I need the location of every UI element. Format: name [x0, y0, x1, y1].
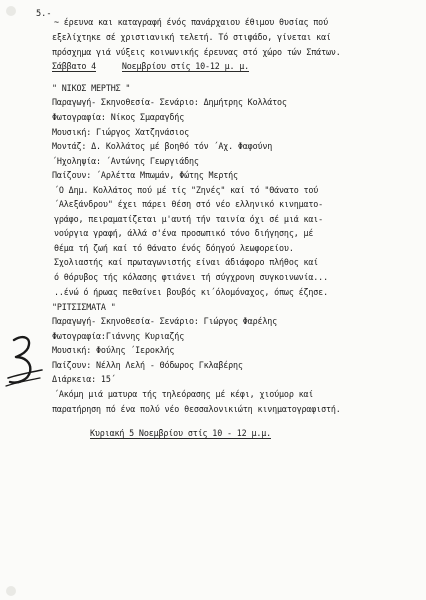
credit-line: Διάρκεια: 15΄ [52, 374, 116, 384]
screening-time: Νοεμβρίου στίς 10-12 μ. μ. [121, 61, 250, 71]
description-line: ό θόρυβος τής κόλασης φτιάνει τή σύγχρονη συγκοινωνία... [54, 272, 328, 282]
description-line: ..ένώ ό ήρωας πεθαίνει βουβός κι΄όλομόναχος, όπως έζησε. [54, 287, 328, 297]
credit-line: Παραγωγή- Σκηνοθεσία- Σενάριο: Δημήτρης Κολλάτος [52, 97, 287, 107]
description-line: ΄Αλεξάνδρου" έχει πάρει θέση στό νέο ελληνικό κινηματο- [54, 199, 324, 209]
description-line: ΄Ο Δημ. Κολλάτος πού μέ τίς "Ζηνές" καί τό "Θάνατο τού [54, 185, 319, 195]
credit-line: Μουσική: Φούλης ΄Ιεροκλής [52, 345, 175, 355]
credit-line: Παραγωγή- Σκηνοθεσία- Σενάριο: Γιώργος Φαρέλης [52, 316, 278, 326]
intro-line: πρόσχημα γιά νύξεις κοινωνικής έρευνας στό χώρο τών Σπάτων. [52, 47, 341, 57]
screening-day: Σάββατο 4 [52, 61, 97, 71]
credit-line: Παίζουν: ΄Αρλέττα Μπωμάν, Φώτης Μερτής [52, 170, 238, 180]
film-title: "ΡΙΤΣΙΣΜΑΤΑ " [52, 302, 116, 312]
film-title: " ΝΙΚΟΣ ΜΕΡΤΗΣ " [52, 83, 131, 93]
punch-hole-mark [6, 586, 16, 596]
punch-hole-mark [6, 6, 16, 16]
intro-line: εξελίχτηκε σέ χριστιανική τελετή. Τό στιφάδο, γίνεται καί [52, 32, 331, 42]
credit-line: Φωτογραφία: Νίκος Σμαραγδής [52, 112, 185, 122]
credit-line: Μουσική: Γιώργος Χατζηνάσιος [52, 127, 189, 137]
description-line: γράφο, πειραματίζεται μ'αυτή τήν ταινία όχι σέ μιά και- [54, 214, 324, 224]
screening-time: Κυριακή 5 Νοεμβρίου στίς 10 - 12 μ.μ. [90, 428, 272, 438]
credit-line: Μοντάζ: Δ. Κολλάτος μέ βοηθό τόν ΄Αχ. Φαφούνη [52, 141, 273, 151]
credit-line: Φωτογραφία:Γιάννης Κυριαζής [52, 331, 185, 341]
description-line: νούργια γραφή, άλλά σ'ένα προσωπικό τόνο διήγησης, μέ [54, 228, 314, 238]
page-number: 5.- [36, 9, 52, 19]
credit-line: Παίζουν: Νέλλη Λελή - Θόδωρος Γκλαβέρης [52, 360, 243, 370]
description-line: ΄Ακόμη μιά ματυρα τής τηλεόρασης μέ κέφι, χιούμορ καί [54, 389, 314, 399]
description-line: Σχολιαστής καί πρωταγωνιστής είναι άδιάφορο πλήθος καί [54, 257, 319, 267]
description-line: θέμα τή ζωή καί τό θάνατο ένός δόηγού λεωφορείου. [54, 243, 294, 253]
handwritten-number-mark [2, 332, 46, 392]
screening-date-saturday [52, 61, 249, 71]
screening-date-sunday [90, 428, 271, 438]
description-line: παρατήρηση πό ένα πολύ νέο θεσσαλονικιώτη κινηματογραφιστή. [52, 404, 341, 414]
credit-line: ΄Ηχοληψία: ΄Αντώνης Γεωργιάδης [52, 156, 199, 166]
intro-line: ~ έρευνα και καταγραφή ένός πανάρχαιου έθιμου θυσίας πού [54, 17, 328, 27]
